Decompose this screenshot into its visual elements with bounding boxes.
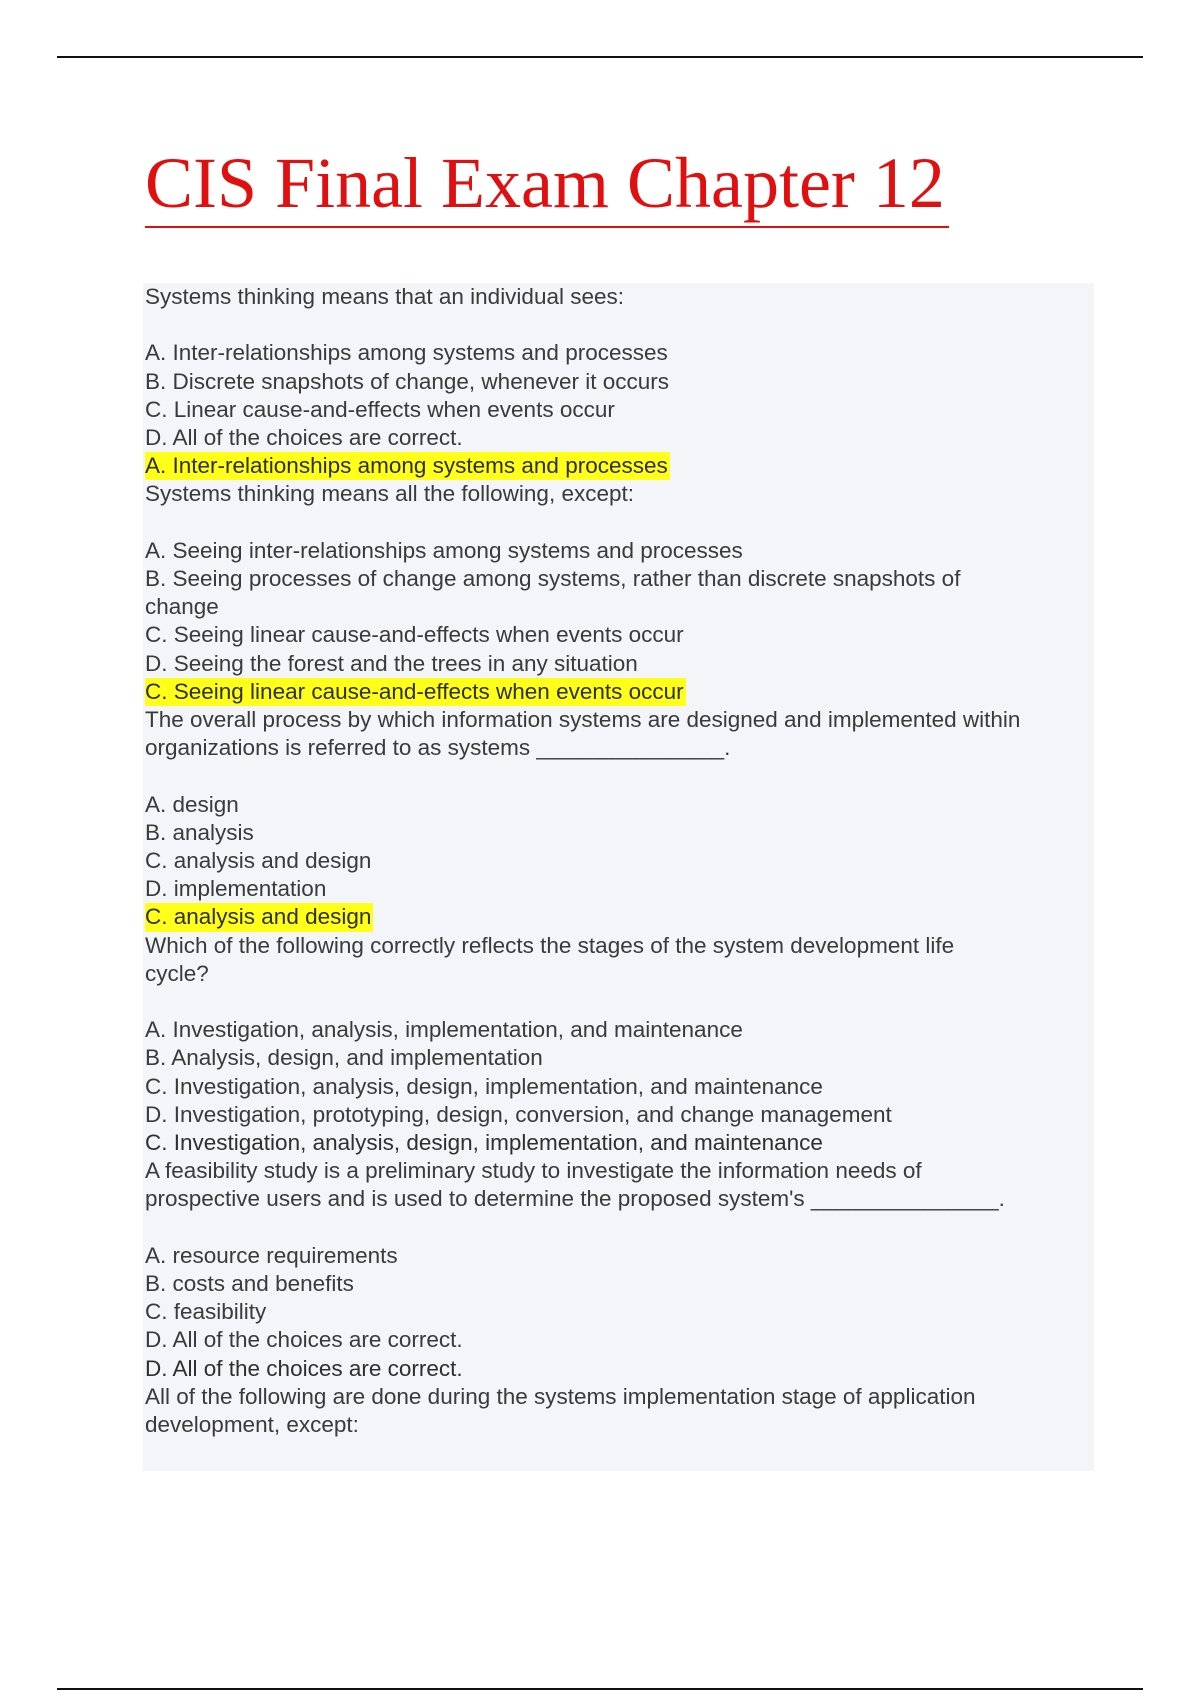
question-stem: The overall process by which information systems are designed and implemented within [145, 707, 1021, 733]
answer-option: A. Inter-relationships among systems and processes [145, 340, 668, 366]
question-stem: cycle? [145, 960, 209, 986]
answer-option: C. Linear cause-and-effects when events occur [145, 396, 615, 422]
question-stem: Systems thinking means all the following, except: [145, 481, 634, 507]
answer-option: B. Seeing processes of change among systems, rather than discrete snapshots of [145, 566, 961, 591]
answer-option: C. feasibility [145, 1299, 267, 1325]
correct-answer: C. Seeing linear cause-and-effects when events occur [145, 678, 686, 706]
correct-answer: C. analysis and design [145, 903, 373, 931]
question-block [145, 1383, 1094, 1468]
answer-option: C. analysis and design [145, 848, 372, 874]
question-stem: Systems thinking means that an individual sees: [145, 284, 625, 309]
answer-option: B. costs and benefits [145, 1271, 354, 1297]
answer-option: C. Seeing linear cause-and-effects when events occur [145, 622, 684, 648]
correct-answer-row [145, 903, 1094, 931]
correct-answer: C. Investigation, analysis, design, implementation, and maintenance [145, 1130, 823, 1156]
correct-answer-row [145, 452, 1094, 480]
answer-option: change [145, 594, 219, 620]
correct-answer-row [145, 1355, 1094, 1383]
correct-answer: A. Inter-relationships among systems and processes [145, 452, 670, 480]
top-rule [57, 56, 1143, 58]
answer-option: D. Investigation, prototyping, design, conversion, and change management [145, 1101, 892, 1127]
spacer [145, 509, 1094, 537]
answer-option: A. design [145, 791, 239, 817]
spacer [145, 311, 1094, 339]
question-list [143, 283, 1094, 1471]
answer-option: B. Discrete snapshots of change, whenever it occurs [145, 368, 670, 394]
answer-option: D. All of the choices are correct. [145, 1327, 463, 1353]
correct-answer: D. All of the choices are correct. [145, 1355, 463, 1381]
question-block [145, 480, 1094, 706]
question-stem: A feasibility study is a preliminary study to investigate the information needs of [145, 1158, 922, 1184]
answer-option: B. Analysis, design, and implementation [145, 1045, 543, 1071]
spacer [145, 1439, 1094, 1467]
answer-option: D. implementation [145, 876, 327, 902]
question-stem: All of the following are done during the systems implementation stage of application [145, 1383, 976, 1409]
question-block [145, 932, 1094, 1158]
answer-option: D. All of the choices are correct. [145, 425, 463, 450]
question-block [145, 706, 1094, 932]
answer-option: A. Seeing inter-relationships among systems and processes [145, 537, 743, 563]
question-stem: prospective users and is used to determine the proposed system's _______________. [145, 1186, 1005, 1212]
question-stem: Which of the following correctly reflects the stages of the system development life [145, 932, 955, 958]
question-stem: organizations is referred to as systems _______________. [145, 735, 731, 761]
question-block [145, 1157, 1094, 1383]
answer-option: D. Seeing the forest and the trees in any situation [145, 650, 638, 676]
spacer [145, 988, 1094, 1016]
question-stem: development, except: [145, 1412, 359, 1438]
correct-answer-row [145, 1129, 1094, 1157]
bottom-rule [57, 1688, 1143, 1690]
answer-option: A. Investigation, analysis, implementation, and maintenance [145, 1017, 743, 1043]
answer-option: B. analysis [145, 819, 254, 845]
answer-option: C. Investigation, analysis, design, implementation, and maintenance [145, 1073, 823, 1099]
question-block [145, 283, 1094, 480]
page-title: CIS Final Exam Chapter 12 [145, 140, 949, 228]
spacer [145, 762, 1094, 790]
correct-answer-row [145, 678, 1094, 706]
spacer [145, 1214, 1094, 1242]
answer-option: A. resource requirements [145, 1242, 398, 1268]
